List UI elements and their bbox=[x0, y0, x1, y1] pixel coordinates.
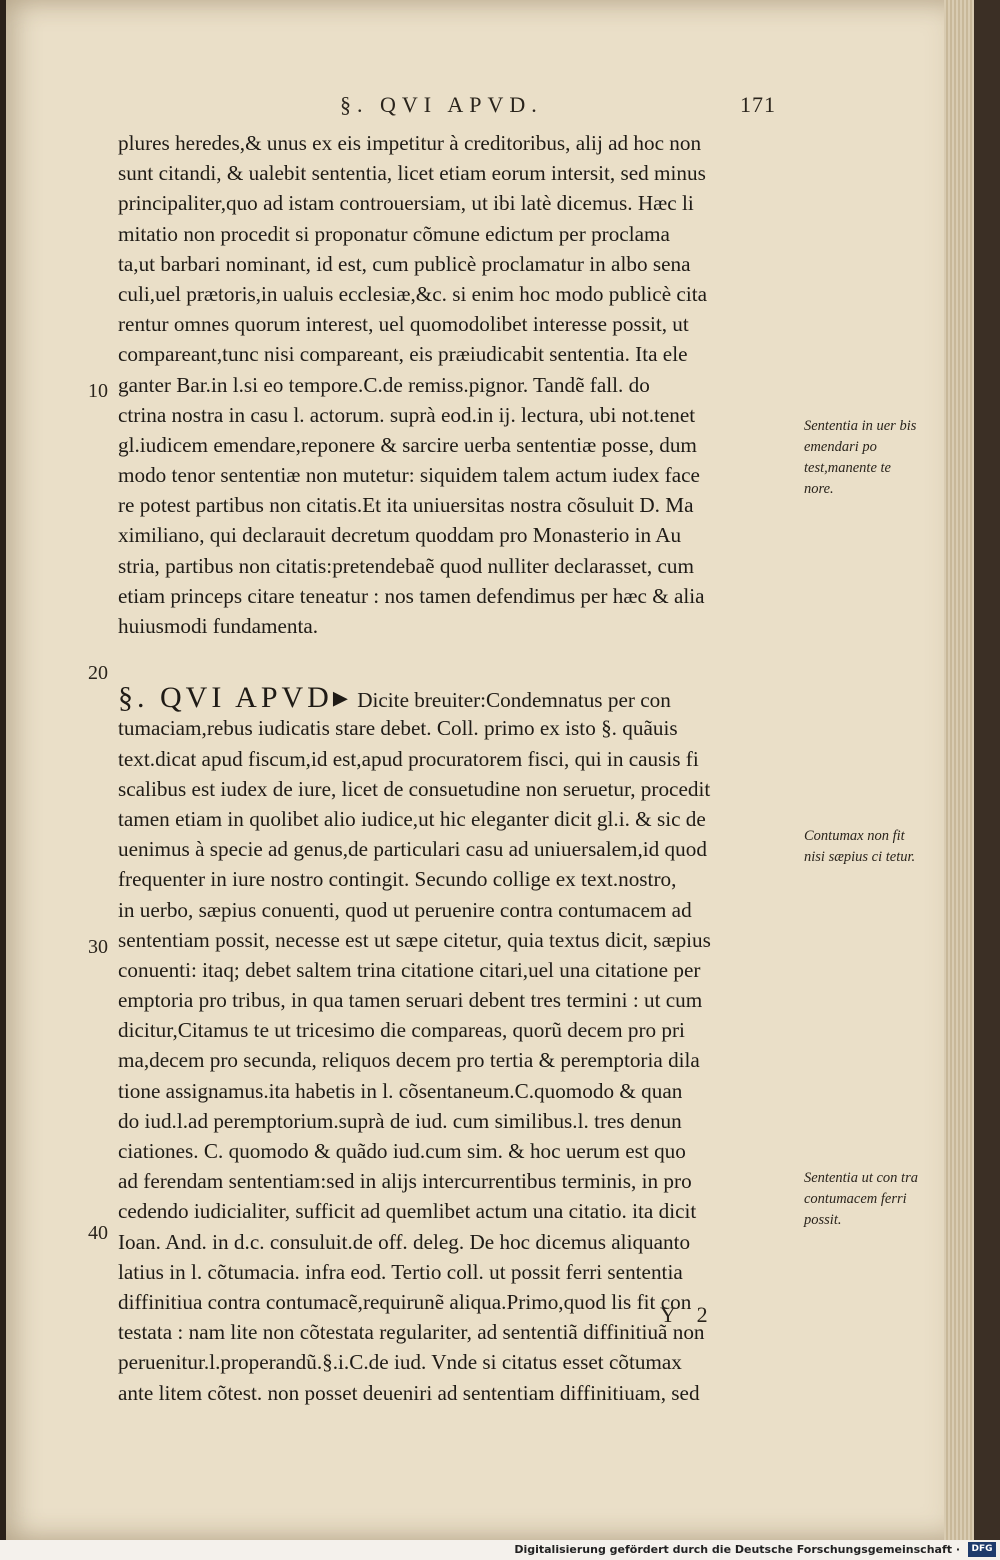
text-line: compareant,tunc nisi compareant, eis præiudicabit sententia. Ita ele bbox=[118, 342, 688, 367]
margin-note: Contumax non fit nisi sæpius ci tetur. bbox=[804, 828, 916, 865]
section-heading: §. QVI APVD▸ bbox=[118, 683, 352, 714]
text-line: ta,ut barbari nominant, id est, cum publicè proclamatur in albo sena bbox=[118, 251, 691, 276]
text-line: huiusmodi fundamenta. bbox=[118, 614, 319, 638]
text-line: ctrina nostra in casu l. actorum. suprà eod.in ij. lectura, ubi not.tenet bbox=[118, 402, 696, 427]
text-line: do iud.l.ad peremptorium.suprà de iud. cum similibus.l. tres denun bbox=[118, 1108, 682, 1133]
text-line: re potest partibus non citatis.Et ita uniuersitas nostra cõsuluit D. Ma bbox=[118, 493, 694, 518]
text-line: principaliter,quo ad istam controuersiam, ut ibi latè dicemus. Hæc li bbox=[118, 191, 694, 216]
line-number: 30 bbox=[88, 936, 108, 958]
text-line: ma,decem pro secunda, reliquos decem pro tertia & peremptoria dila bbox=[118, 1048, 700, 1073]
text-line: rentur omnes quorum interest, uel quomodolibet interesse possit, ut bbox=[118, 312, 689, 337]
text-line: ciationes. C. quomodo & quãdo iud.cum sim. & hoc uerum est quo bbox=[118, 1139, 686, 1163]
margin-note: Sententia ut con tra contumacem ferri possit. bbox=[804, 1170, 918, 1228]
text-line: sententiam possit, necesse est ut sæpe citetur, quia textus dicit, sæpius bbox=[118, 927, 711, 952]
text-line: emptoria pro tribus, in qua tamen seruari debent tres termini : ut cum bbox=[118, 988, 703, 1013]
margin-note: Sententia in uer bis emendari po test,manente te nore. bbox=[804, 418, 917, 497]
text-line: modo tenor sententiæ non mutetur: siquidem talem actum iudex face bbox=[118, 463, 700, 488]
header-title: §. QVI APVD. bbox=[340, 92, 543, 117]
text-line: sunt citandi, & ualebit sententia, licet etiam eorum intersit, sed minus bbox=[118, 161, 706, 186]
text-line: dicitur,Citamus te ut tricesimo die compareas, quorũ decem pro pri bbox=[118, 1018, 685, 1043]
text-line: ximiliano, qui declarauit decretum quoddam pro Monasterio in Au bbox=[118, 523, 682, 548]
text-line: frequenter in iure nostro contingit. Secundo collige ex text.nostro, bbox=[118, 867, 677, 892]
text-line: etiam princeps citare teneatur : nos tamen defendimus per hæc & alia bbox=[118, 583, 705, 608]
page-edges bbox=[944, 0, 974, 1540]
text-line: plures heredes,& unus ex eis impetitur à creditoribus, alij ad hoc non bbox=[118, 131, 702, 155]
line-number: 20 bbox=[88, 662, 108, 684]
text-line: culi,uel prætoris,in ualuis ecclesiæ,&c. si enim hoc modo publicè cita bbox=[118, 281, 707, 306]
text-line: conuenti: itaq; debet saltem trina citatione citari,uel una citatione per bbox=[118, 957, 701, 982]
text-line: mitatio non procedit si proponatur cõmune edictum per proclama bbox=[118, 221, 670, 246]
text-line: cedendo iudicialiter, sufficit ad quemlibet actum una citatio. ita dicit bbox=[118, 1199, 697, 1224]
text-line: testata : nam lite non cõtestata regulariter, ad sententiã diffinitiuã non bbox=[118, 1320, 705, 1345]
text-line: text.dicat apud fiscum,id est,apud procuratorem fisci, qui in causis fi bbox=[118, 746, 699, 771]
text-line: stria, partibus non citatis:pretendebaẽ quod nulliter declarasset, cum bbox=[118, 553, 694, 578]
main-text bbox=[118, 128, 798, 1408]
section-gap bbox=[118, 641, 798, 683]
text-line: ante litem cõtest. non posset deueniri ad sententiam diffinitiuam, sed bbox=[118, 1380, 700, 1405]
text-line: tione assignamus.ita habetis in l. cõsentaneum.C.quomodo & quan bbox=[118, 1078, 683, 1103]
footer-text: Digitalisierung gefördert durch die Deutsche Forschungsgemeinschaft · bbox=[514, 1543, 960, 1556]
text-line: in uerbo, sæpius conuenti, quod ut peruenire contra contumacem ad bbox=[118, 897, 692, 922]
text-line: tumaciam,rebus iudicatis stare debet. Coll. primo ex isto §. quãuis bbox=[118, 716, 678, 741]
section-heading-line bbox=[118, 683, 798, 713]
text-line: ganter Bar.in l.si eo tempore.C.de remiss.pignor. Tandẽ fall. do bbox=[118, 372, 650, 397]
text-line: tamen etiam in quolibet alio iudice,ut hic eleganter dicit gl.i. & sic de bbox=[118, 806, 706, 831]
text-line: latius in l. cõtumacia. infra eod. Tertio coll. ut possit ferri sententia bbox=[118, 1259, 683, 1284]
text-line: uenimus à specie ad genus,de particulari casu ad uniuersalem,id quod bbox=[118, 837, 707, 862]
signature-mark: Y 2 bbox=[660, 1302, 716, 1327]
text-line: ad ferendam sententiam:sed in alijs intercurrentibus terminis, in pro bbox=[118, 1169, 692, 1194]
dfg-logo-icon: DFG bbox=[968, 1542, 996, 1557]
text-line: diffinitiua contra contumacẽ,requirunẽ aliqua.Primo,quod lis fit con bbox=[118, 1289, 692, 1314]
text-line: scalibus est iudex de iure, licet de consuetudine non seruetur, procedit bbox=[118, 776, 711, 801]
text-line: Ioan. And. in d.c. consuluit.de off. deleg. De hoc dicemus aliquanto bbox=[118, 1229, 691, 1254]
text-line: Dicite breuiter:Condemnatus per con bbox=[351, 688, 671, 713]
digitization-footer bbox=[0, 1540, 1000, 1560]
line-number: 40 bbox=[88, 1222, 108, 1244]
page-number: 171 bbox=[740, 92, 776, 117]
running-header bbox=[330, 92, 830, 126]
text-line: peruenitur.l.properandũ.§.i.C.de iud. Vnde si citatus esset cõtumax bbox=[118, 1350, 682, 1375]
line-number: 10 bbox=[88, 380, 108, 402]
text-line: gl.iudicem emendare,reponere & sarcire uerba sententiæ posse, dum bbox=[118, 432, 697, 457]
